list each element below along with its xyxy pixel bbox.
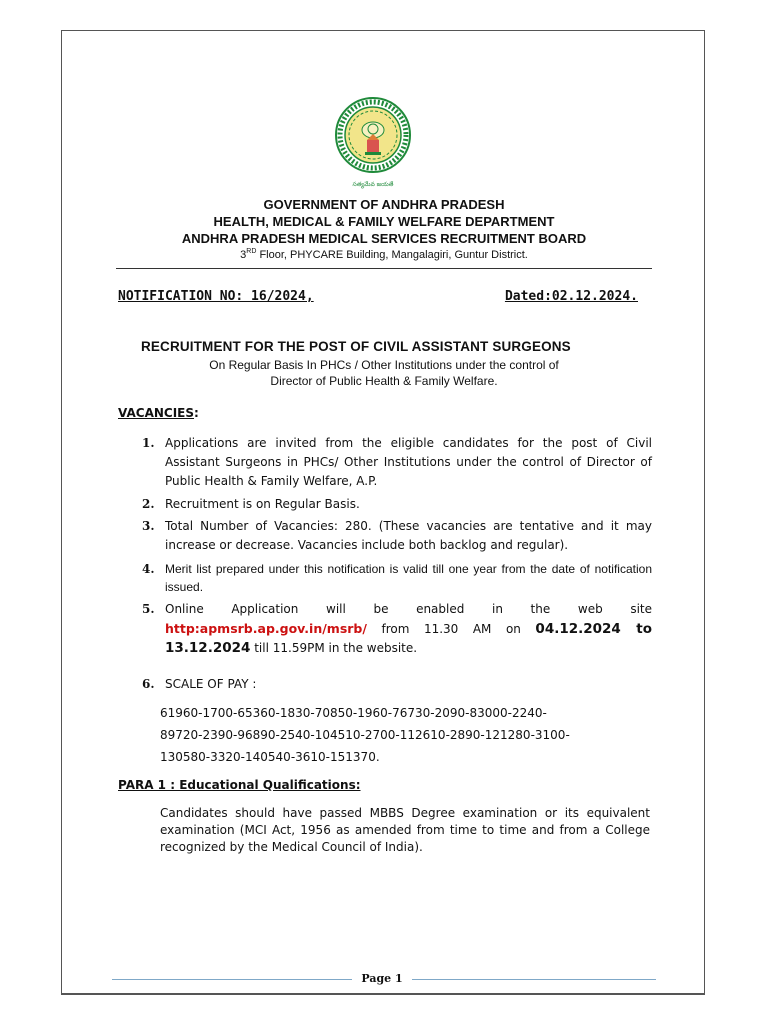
address-rest: Floor, PHYCARE Building, Mangalagiri, Guntur District.: [256, 249, 528, 261]
ap-state-emblem-icon: [334, 96, 412, 192]
application-end-text: till 11.59PM in the website.: [250, 641, 418, 655]
header-address: [116, 247, 652, 263]
list-item-number: 5.: [142, 602, 155, 616]
list-item-number: 2.: [142, 497, 155, 511]
list-item-text: Applications are invited from the eligible candidates for the post of Civil Assistant Surgeons in PHCs/ Other Institutions under the control of Director of Public Health & Family Welfare, A.P.: [165, 436, 652, 488]
list-item-number: 4.: [142, 562, 155, 576]
list-item-4: [142, 560, 652, 596]
pay-line-3: 130580-3320-140540-3610-151370.: [160, 750, 380, 764]
list-item-number: 3.: [142, 519, 155, 533]
notification-number: NOTIFICATION NO: 16/2024,: [118, 289, 314, 304]
header-board: ANDHRA PRADESH MEDICAL SERVICES RECRUITMENT BOARD: [181, 231, 587, 246]
page-bottom-border: [61, 993, 705, 995]
header-department: HEALTH, MEDICAL & FAMILY WELFARE DEPARTMENT: [213, 214, 555, 229]
vacancies-heading: [118, 406, 199, 420]
emblem-motto: సత్యమేవ జయతే: [352, 181, 394, 188]
list-item-number: 1.: [142, 436, 155, 450]
list-item-2: [142, 495, 652, 514]
notification-date: Dated:02.12.2024.: [504, 289, 638, 304]
list-item-3: [142, 517, 652, 555]
vacancies-heading-colon: :: [194, 406, 199, 420]
list-item-5: [142, 600, 652, 658]
list-item-1: [142, 434, 652, 491]
header-government: GOVERNMENT OF ANDHRA PRADESH: [263, 197, 505, 212]
scale-of-pay-values: [160, 702, 640, 768]
page-number: Page 1: [361, 972, 403, 985]
recruitment-title: RECRUITMENT FOR THE POST OF CIVIL ASSISTANT SURGEONS: [141, 339, 571, 354]
footer-rule-left: [112, 979, 352, 980]
application-to-word: to: [620, 621, 652, 637]
para1-heading: PARA 1 : Educational Qualifications:: [118, 778, 361, 792]
subtitle-line-2: Director of Public Health & Family Welfare.: [270, 374, 498, 388]
para1-body: Candidates should have passed MBBS Degree examination or its equivalent examination (MCI Act, 1956 as amended from time to time and from a College recognized by the Medical Council of India).: [160, 806, 650, 854]
letterhead: [116, 196, 652, 263]
list-item-6: [142, 675, 652, 694]
application-start-date: 04.12.2024: [535, 621, 621, 637]
address-floor-number: 3: [240, 249, 247, 261]
apmsrb-website-link[interactable]: http:apmsrb.ap.gov.in/msrb/: [165, 621, 367, 636]
recruitment-subtitle: [116, 357, 652, 389]
pay-line-2: 89720-2390-96890-2540-104510-2700-112610-2890-121280-3100-: [160, 728, 570, 742]
pay-line-1: 61960-1700-65360-1830-70850-1960-76730-2090-83000-2240-: [160, 706, 547, 720]
list-item-text: Recruitment is on Regular Basis.: [165, 497, 360, 511]
list-item-text: Merit list prepared under this notification is valid till one year from the date of notification issued.: [165, 562, 652, 594]
vacancies-heading-label: VACANCIES: [118, 406, 195, 420]
notification-row: [118, 289, 638, 307]
application-end-date: 13.12.2024: [165, 640, 251, 656]
address-floor-suffix: RD: [246, 248, 257, 255]
online-application-text: Online Application will be enabled in the web site: [165, 602, 652, 616]
header-rule: [116, 268, 652, 269]
subtitle-line-1: On Regular Basis In PHCs / Other Institutions under the control of: [209, 358, 559, 372]
list-item-number: 6.: [142, 677, 155, 691]
list-item-text: Total Number of Vacancies: 280. (These vacancies are tentative and it may increase or decrease. Vacancies include both backlog and regular).: [165, 519, 652, 552]
list-item-text: [165, 600, 652, 658]
footer-rule-right: [412, 979, 656, 980]
list-item-text: SCALE OF PAY :: [165, 677, 257, 691]
application-time-text: from 11.30 AM on: [366, 622, 536, 636]
